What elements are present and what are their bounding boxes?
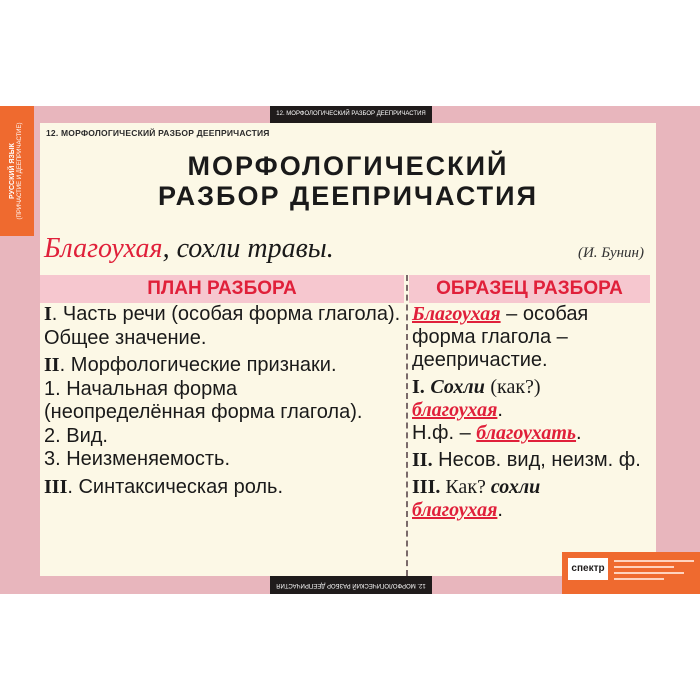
roman-numeral: II [44,354,60,376]
badge-fine-print [614,560,694,562]
column-divider [406,275,408,576]
sample-participle: Благоухая [412,303,501,325]
sample-question: (как?) [490,376,541,398]
topic-line: 12. МОРФОЛОГИЧЕСКИЙ РАЗБОР ДЕЕПРИЧАСТИЯ [46,128,270,138]
publisher-badge [562,552,700,594]
sample-dot: . [576,422,582,444]
side-tab-label: РУССКИЙ ЯЗЫК [9,143,17,199]
subject-side-tab [0,106,34,236]
plan-item-text: . Морфологические признаки. [59,354,337,376]
roman-numeral: I [44,303,52,325]
sample-column [412,303,656,522]
sample-verb: сохли [485,476,541,498]
plan-item-text: . Синтаксическая роль. [67,475,284,498]
plan-item-text: 2. Вид. [44,424,108,447]
plan-item-text: 3. Неизменяемость. [44,448,231,470]
sample-item-5 [412,476,656,522]
plan-item-text: . Часть речи (особая форма глагола). Общее значение. [44,303,401,349]
example-rest: , сохли травы. [162,233,334,264]
sample-text: – особая форма глагола – деепричастие. [412,303,589,371]
sample-item-3 [412,422,656,445]
sample-text: Н.ф. – [412,422,477,444]
badge-fine-print [614,572,684,574]
example-sentence [44,233,334,265]
sample-text: Несов. вид, неизм. ф. [432,449,641,471]
sample-item-2 [412,376,656,422]
sample-item-4 [412,449,656,472]
sample-verb: Сохли [430,376,485,398]
sample-dot: . [497,499,503,521]
plan-header: ПЛАН РАЗБОРА [40,275,404,303]
sample-item-1 [412,303,656,372]
roman-numeral: II. [412,449,433,471]
badge-fine-print [614,566,674,568]
side-tab-sub: (ПРИЧАСТИЕ И ДЕЕПРИЧАСТИЕ) [17,122,24,220]
plan-item-1 [44,303,404,350]
example-author: (И. Бунин) [577,245,644,261]
roman-numeral: III. [412,476,441,498]
title-line-1: МОРФОЛОГИЧЕСКИЙ [187,151,509,181]
sample-initial-form: благоухать [476,422,577,444]
poster [0,106,700,594]
publisher-logo: спектр [568,558,608,580]
roman-numeral: III [44,475,68,498]
roman-numeral: I. [412,376,425,398]
plan-item-4 [44,425,404,449]
page-title [40,151,656,211]
sample-participle: благоухая [412,499,498,521]
plan-item-6 [44,476,404,500]
content-card [40,123,656,576]
badge-fine-print [614,578,664,580]
side-tab-text [9,123,25,220]
sample-dot: . [497,399,503,421]
top-strip: 12. МОРФОЛОГИЧЕСКИЙ РАЗБОР ДЕЕПРИЧАСТИЯ [270,106,432,123]
plan-item-3 [44,378,404,425]
sample-question: Как? [440,476,486,498]
title-line-2: РАЗБОР ДЕЕПРИЧАСТИЯ [158,181,538,211]
plan-column [44,303,404,499]
bottom-strip: 12. МОРФОЛОГИЧЕСКИЙ РАЗБОР ДЕЕПРИЧАСТИЯ [270,576,432,594]
plan-item-text: 1. Начальная форма (неопределённая форма глагола). [44,377,363,423]
example-participle: Благоухая [44,233,163,264]
plan-item-2 [44,354,404,378]
plan-item-5 [44,448,404,472]
sample-participle: благоухая [412,399,498,421]
sample-header: ОБРАЗЕЦ РАЗБОРА [409,275,650,303]
